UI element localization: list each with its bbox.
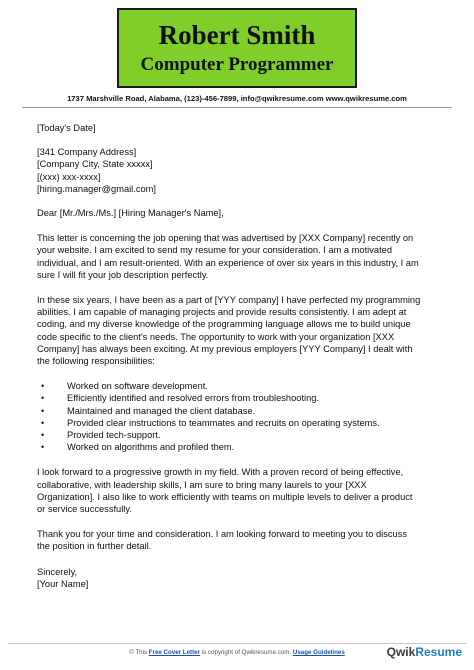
paragraph-line: abilities. I am capable of managing projects and provide results consistently. I am adept at: [37, 307, 407, 318]
paragraph-line: the position in further detail.: [37, 541, 152, 552]
signature-name: [Your Name]: [37, 578, 89, 589]
paragraph-line: In these six years, I have been as a part of [YYY company] I have perfected my programming: [37, 295, 421, 306]
bullet-icon: •: [41, 417, 45, 428]
list-item-text: Efficiently identified and resolved errors from troubleshooting.: [67, 393, 320, 404]
paragraph-line: coding, and my diverse knowledge of the programming language allows me to build unique: [37, 319, 411, 330]
paragraph-line: individual, and I am result-oriented. With an experience of over six years in this industry, I am: [37, 257, 419, 268]
salutation: Dear [Mr./Mrs./Ms.] [Hiring Manager's Name],: [37, 208, 224, 219]
paragraph-line: sure I will fit your job description perfectly.: [37, 269, 209, 280]
footer-divider: [8, 643, 466, 644]
paragraph-line: Thank you for your time and consideration. I am looking forward to meeting you to discuss: [37, 529, 407, 540]
list-item-text: Provided clear instructions to teammates and recruits on operating systems.: [67, 417, 380, 428]
list-item-text: Worked on algorithms and profiled them.: [67, 442, 235, 453]
paragraph-thanks: [37, 528, 447, 552]
address-line: [Company City, State xxxxx]: [37, 159, 153, 170]
paragraph-line: Organization]. I also like to work efficiently with teams on multiple levels to deliver a product: [37, 491, 413, 502]
list-item: [41, 405, 447, 417]
footer-prefix: © This: [129, 649, 149, 656]
bullet-icon: •: [41, 393, 45, 404]
qwikresume-logo: [387, 645, 462, 659]
list-item-text: Worked on software development.: [67, 381, 208, 392]
bullet-icon: •: [41, 430, 45, 441]
brand-part: Qwik: [386, 645, 416, 659]
paragraph-line: code specific to the client's needs. The opportunity to work with your organization [XXX: [37, 331, 395, 342]
bullet-icon: •: [41, 442, 45, 453]
responsibilities-list: [37, 380, 447, 453]
letter-date: [Today's Date]: [37, 123, 96, 133]
footer-middle: is copyright of Qwikresume.com.: [200, 649, 293, 656]
paragraph-goals: [37, 466, 447, 515]
paragraph-line: the following responsibilities:: [37, 356, 155, 367]
job-title: Computer Programmer: [140, 54, 334, 75]
address-line: [(xxx) xxx-xxxx]: [37, 171, 101, 182]
bullet-icon: •: [41, 405, 45, 416]
bullet-icon: •: [41, 381, 45, 392]
paragraph-line: or service successfully.: [37, 504, 132, 515]
list-item: [41, 429, 447, 441]
list-item-text: Maintained and managed the client database.: [67, 405, 256, 416]
list-item: [41, 392, 447, 404]
header-box: [117, 8, 357, 88]
header-divider: [22, 107, 452, 108]
paragraph-intro: [37, 232, 447, 281]
paragraph-line: collaborative, with leadership skills, I am sure to bring many laurels to your [XXX: [37, 479, 367, 490]
paragraph-line: Company] has always been exciting. At my previous employers [YYY Company] I dealt with: [37, 343, 413, 354]
address-line: [341 Company Address]: [37, 147, 137, 158]
address-line: [hiring.manager@gmail.com]: [37, 183, 156, 194]
paragraph-line: I look forward to a progressive growth in my field. With a proven record of being effective,: [37, 467, 404, 478]
list-item: [41, 380, 447, 392]
contact-line: 1737 Marshville Road, Alabama, (123)-456-7899, info@qwikresume.com www.qwikresume.com: [67, 94, 407, 103]
candidate-name: Robert Smith: [158, 20, 316, 50]
list-item-text: Provided tech-support.: [67, 430, 161, 441]
letter-body: [37, 122, 447, 590]
list-item: [41, 417, 447, 429]
usage-guidelines-link[interactable]: Usage Guidelines: [292, 649, 345, 656]
brand-part: Resume: [415, 645, 462, 659]
paragraph-line: your website. I am excited to send my resume for your consideration. I am a motivated: [37, 245, 392, 256]
free-cover-letter-link[interactable]: Free Cover Letter: [148, 649, 201, 656]
list-item: [41, 441, 447, 453]
paragraph-line: This letter is concerning the job opening that was advertised by [XXX Company] recently on: [37, 233, 414, 244]
paragraph-experience: [37, 294, 447, 367]
closing: Sincerely,: [37, 566, 78, 577]
